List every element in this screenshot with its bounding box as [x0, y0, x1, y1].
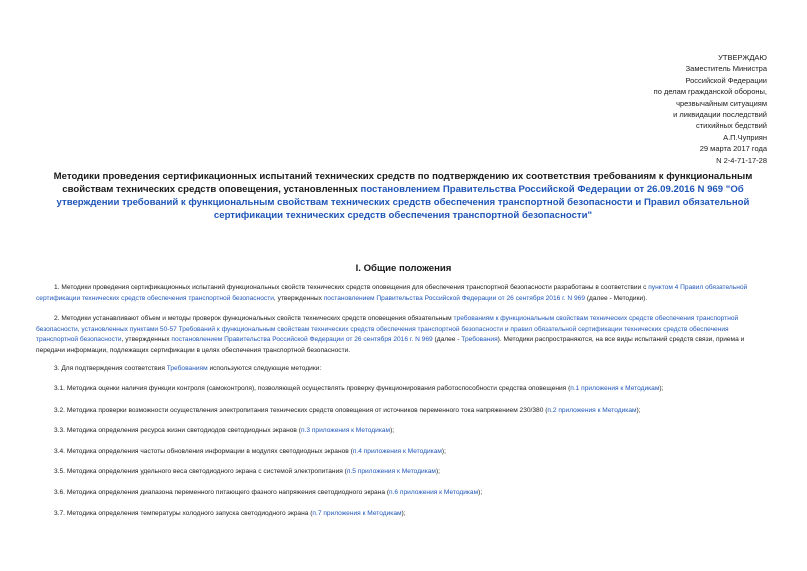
document-title — [36, 170, 770, 222]
approval-block — [547, 52, 767, 166]
paragraph-text: 1. Методики проведения сертификационных испытаний функциональных свойств технических средств оповещения для обеспечения транспортной безопасности разработаны в соответствии с — [54, 284, 649, 291]
paragraph-text: используются следующие методики: — [207, 365, 322, 372]
requirements-link[interactable]: Требованиям — [166, 365, 208, 372]
resolution-link[interactable]: постановлением Правительства Российской Федерации от 26 сентября 2016 г. N 969 — [171, 336, 433, 343]
paragraph-text: 3.1. Методика оценки наличия функции контроля (самоконтроля), позволяющей осуществлять проверку функционирования работоспособности средства оповещения ( — [54, 385, 571, 392]
paragraph-3-7 — [36, 509, 770, 520]
paragraph-text: ); — [659, 385, 664, 392]
paragraph-text: 3. Для подтверждения соответствия — [54, 365, 167, 372]
approval-line: чрезвычайным ситуациям — [676, 98, 767, 108]
appendix-link[interactable]: п.1 приложения к Методикам — [570, 385, 660, 392]
paragraph-text: ); — [401, 510, 406, 517]
approval-line: УТВЕРЖДАЮ — [718, 53, 767, 62]
paragraph-text: 3.5. Методика определения удельного веса светодиодного экрана с системой электропитания ( — [54, 468, 347, 475]
paragraph-3-1 — [36, 384, 770, 395]
document-title-text: Методики проведения сертификационных испытаний технических средств по подтверждению их соответствия требованиям к функциональным свойствам технических средств оповещения, установленных — [53, 171, 753, 195]
paragraph-text: (далее - — [432, 336, 462, 343]
approval-line: 29 марта 2017 года — [699, 144, 767, 154]
appendix-link[interactable]: п.4 приложения к Методикам — [352, 448, 442, 455]
paragraph-3-4 — [36, 447, 770, 458]
approval-line: стихийных бедствий — [695, 121, 767, 131]
appendix-link[interactable]: п.6 приложения к Методикам — [389, 489, 479, 496]
section-title: I. Общие положения — [355, 263, 452, 274]
requirements-link[interactable]: требованиям к функциональным свойствам технических средств обеспечения транспортной безопасности, установленных пунктами 50-57 Требований к функциональным свойствам технических средств обеспечения транспортной безопасности и правил обязательной сертификации технических средств обеспечения транспортной безопасности — [36, 315, 739, 343]
requirements-link[interactable]: Требования — [461, 336, 498, 343]
paragraph-text: , утвержденных — [273, 294, 324, 302]
approval-line: Российской Федерации — [685, 75, 767, 85]
approval-line: и ликвидации последствий — [673, 110, 767, 120]
paragraph-text: ). Методики распространяются, на все виды испытаний средств связи, приема и передачи информации, подлежащих сертификации в целях обеспечения транспортной безопасности. — [36, 336, 745, 354]
paragraph-text: 3.6. Методика определения диапазона переменного питающего фазного напряжения светодиодного экрана ( — [54, 489, 390, 496]
paragraph-text: ); — [435, 468, 440, 475]
paragraph-3-6 — [36, 488, 770, 499]
paragraph-text: ); — [441, 448, 446, 455]
approval-line: по делам гражданской обороны, — [653, 87, 767, 97]
resolution-link[interactable]: постановлением Правительства Российской Федерации от 26.09.2016 N 969 "Об утверждении требований к функциональным свойствам технических средств обеспечения транспортной безопасности и Правил обязательной сертификации технических средств обеспечения транспортной безопасности" — [56, 184, 750, 221]
approval-line: А.П.Чуприян — [723, 132, 767, 142]
appendix-link[interactable]: п.5 приложения к Методикам — [346, 468, 436, 475]
paragraph-1 — [36, 283, 770, 304]
paragraph-text: ); — [390, 427, 395, 434]
rules-link[interactable]: пунктом 4 Правил обязательной сертификации технических средств обеспечения транспортной безопасности — [36, 284, 748, 302]
paragraph-text: 3.7. Методика определения температуры холодного запуска светодиодного экрана ( — [54, 510, 313, 517]
paragraph-text: , утвержденных — [121, 336, 172, 343]
appendix-link[interactable]: п.2 приложения к Методикам — [547, 407, 637, 414]
paragraph-3-5 — [36, 467, 770, 478]
paragraph-3-2 — [36, 406, 770, 417]
paragraph-text: 3.4. Методика определения частоты обновления информации в модулях светодиодных экранов ( — [54, 448, 353, 455]
paragraph-text: 3.3. Методика определения ресурса жизни светодиодов светодиодных экранов ( — [54, 427, 301, 434]
resolution-link[interactable]: постановлением Правительства Российской Федерации от 26 сентября 2016 г. N 969 — [323, 294, 585, 302]
paragraph-3 — [36, 364, 770, 375]
paragraph-text: (далее - Методики). — [585, 294, 648, 302]
paragraph-text: ); — [478, 489, 483, 496]
paragraph-2 — [36, 314, 770, 356]
approval-line: N 2-4-71-17-28 — [716, 155, 767, 165]
paragraph-text: 2. Методики устанавливают объем и методы проверок функциональных свойств технических средств оповещения обязательным — [54, 315, 454, 322]
paragraph-text: 3.2. Методика проверки возможности осуществления электропитания технических средств оповещения от источников переменного тока напряжением 230/380 ( — [54, 407, 548, 414]
paragraph-text: ); — [636, 407, 641, 414]
appendix-link[interactable]: п.7 приложения к Методикам — [312, 510, 402, 517]
approval-line: Заместитель Министра — [685, 64, 767, 74]
appendix-link[interactable]: п.3 приложения к Методикам — [300, 427, 391, 434]
paragraph-3-3 — [36, 426, 770, 437]
